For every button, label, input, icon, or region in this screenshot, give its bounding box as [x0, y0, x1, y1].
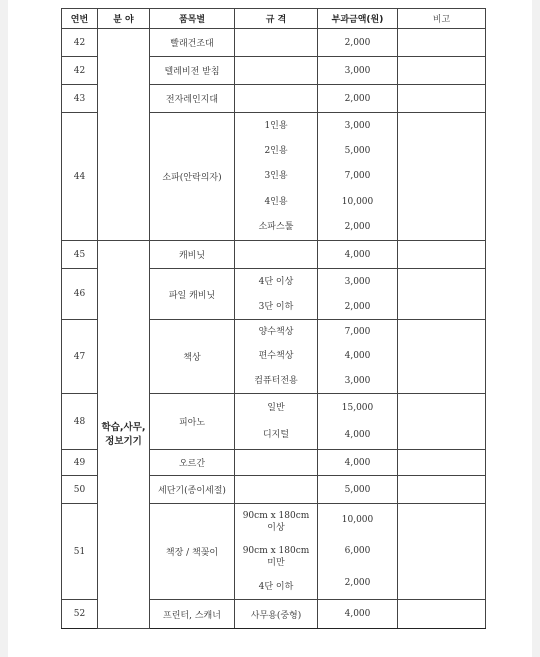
item-name: 피아노	[150, 394, 235, 450]
row-number: 45	[62, 241, 98, 269]
fee-cell	[318, 269, 398, 320]
spec-line: 소파스툴	[258, 222, 294, 233]
note-cell	[398, 113, 486, 241]
fee-cell: 4,000	[318, 450, 398, 476]
fee-line: 7,000	[344, 327, 371, 338]
row-number: 48	[62, 394, 98, 450]
spec-cell	[235, 29, 318, 57]
note-cell	[398, 320, 486, 394]
item-name: 파일 캐비닛	[150, 269, 235, 320]
fee-line: 7,000	[344, 171, 371, 182]
spec-line: 90cm x 180cm 이상	[242, 510, 310, 533]
item-name: 책상	[150, 320, 235, 394]
item-name: 캐비닛	[150, 241, 235, 269]
note-cell	[398, 29, 486, 57]
row-number: 42	[62, 29, 98, 57]
spec-line: 디지털	[262, 430, 290, 441]
spec-line: 컴퓨터전용	[254, 375, 298, 386]
spec-cell	[235, 450, 318, 476]
item-name: 책장 / 책꽂이	[150, 504, 235, 600]
spec-cell	[235, 394, 318, 450]
item-name: 오르간	[150, 450, 235, 476]
item-name: 빨래건조대	[150, 29, 235, 57]
fee-cell: 4,000	[318, 600, 398, 629]
spec-line: 양수책상	[258, 327, 294, 338]
category-study-office-it	[98, 241, 150, 629]
spec-cell	[235, 504, 318, 600]
fee-line: 10,000	[341, 196, 374, 207]
note-cell	[398, 269, 486, 320]
note-cell	[398, 394, 486, 450]
header-spec: 규 격	[235, 9, 318, 29]
disposal-fee-table	[61, 8, 486, 629]
row-number: 43	[62, 85, 98, 113]
note-cell	[398, 241, 486, 269]
fee-line: 3,000	[344, 120, 371, 131]
spec-line: 편수책상	[258, 351, 294, 362]
spec-line: 2인용	[264, 146, 288, 157]
fee-cell	[318, 504, 398, 600]
fee-cell: 3,000	[318, 57, 398, 85]
header-item: 품목별	[150, 9, 235, 29]
note-cell	[398, 450, 486, 476]
header-fee: 부과금액(원)	[318, 9, 398, 29]
spec-line: 1인용	[264, 120, 288, 131]
spec-cell	[235, 269, 318, 320]
spec-line: 90cm x 180cm 미만	[242, 546, 310, 569]
category-label: 학습,사무, 정보기기	[101, 421, 146, 447]
fee-cell	[318, 113, 398, 241]
fee-line: 4,000	[344, 351, 371, 362]
fee-line: 10,000	[341, 514, 374, 525]
fee-line: 4,000	[344, 430, 371, 441]
table-row	[62, 241, 486, 269]
fee-cell: 5,000	[318, 476, 398, 504]
spec-cell	[235, 320, 318, 394]
table-row	[62, 29, 486, 57]
item-name: 전자레인지대	[150, 85, 235, 113]
row-number: 44	[62, 113, 98, 241]
header-note: 비고	[398, 9, 486, 29]
fee-cell: 2,000	[318, 85, 398, 113]
fee-line: 15,000	[341, 402, 374, 413]
item-name: 프린터, 스캐너	[150, 600, 235, 629]
item-name: 소파(안락의자)	[150, 113, 235, 241]
document-page	[8, 0, 532, 657]
category-cell-blank	[98, 29, 150, 241]
spec-cell	[235, 241, 318, 269]
fee-cell: 4,000	[318, 241, 398, 269]
row-number: 49	[62, 450, 98, 476]
fee-line: 3,000	[344, 375, 371, 386]
row-number: 47	[62, 320, 98, 394]
item-name: 세단기(종이세절)	[150, 476, 235, 504]
fee-cell	[318, 394, 398, 450]
spec-line: 3인용	[264, 171, 288, 182]
spec-line: 4단 이하	[258, 582, 294, 593]
note-cell	[398, 504, 486, 600]
spec-cell	[235, 85, 318, 113]
fee-line: 5,000	[344, 146, 371, 157]
row-number: 52	[62, 600, 98, 629]
spec-cell: 사무용(중형)	[235, 600, 318, 629]
item-name: 텔레비전 받침	[150, 57, 235, 85]
note-cell	[398, 85, 486, 113]
spec-line: 일반	[267, 402, 285, 413]
header-row	[62, 9, 486, 29]
fee-line: 2,000	[344, 222, 371, 233]
fee-cell	[318, 320, 398, 394]
spec-line: 4인용	[264, 196, 288, 207]
spec-line: 4단 이상	[258, 276, 294, 287]
fee-line: 2,000	[344, 578, 371, 589]
note-cell	[398, 57, 486, 85]
note-cell	[398, 600, 486, 629]
spec-cell	[235, 57, 318, 85]
header-category: 분 야	[98, 9, 150, 29]
spec-cell	[235, 476, 318, 504]
row-number: 51	[62, 504, 98, 600]
spec-line: 3단 이하	[258, 301, 294, 312]
fee-cell: 2,000	[318, 29, 398, 57]
header-no: 연번	[62, 9, 98, 29]
spec-cell	[235, 113, 318, 241]
fee-line: 2,000	[344, 301, 371, 312]
note-cell	[398, 476, 486, 504]
row-number: 50	[62, 476, 98, 504]
fee-line: 6,000	[344, 546, 371, 557]
row-number: 46	[62, 269, 98, 320]
row-number: 42	[62, 57, 98, 85]
fee-line: 3,000	[344, 276, 371, 287]
